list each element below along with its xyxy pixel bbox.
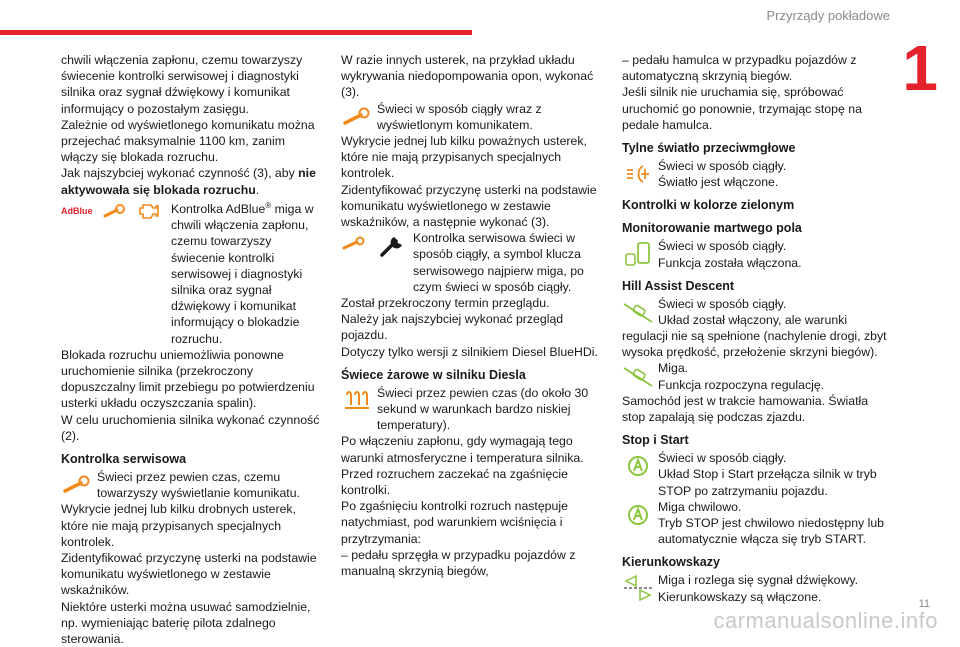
glow-plug-indicator-row: Świeci przez pewien czas (do około 30 sekund w warunkach bardzo niskiej temperatury). — [341, 385, 603, 434]
stop-start-icon — [622, 501, 654, 529]
service-key-indicator-row: Kontrolka serwisowa świeci w sposób ciągły, a symbol klucza serwisowego najpierw miga, po czym świeci w sposób ciągły. — [341, 230, 603, 295]
watermark: carmanualsonline.info — [713, 608, 938, 633]
page-number: 11 — [918, 598, 930, 610]
stop-start-icon — [622, 452, 654, 480]
hill-assist-flash-row: Miga. Funkcja rozpoczyna regulację. — [622, 360, 892, 392]
column-2: W razie innych usterek, na przykład układu wykrywania niedopompowania opon, wykonać (3). Świeci w sposób ciągły wraz z wyświetlonym komunikatem. Wykrycie jednej lub kilku poważnych usterek, które nie mają przypisanych specjalnych kontrolek. Zidentyfikować przyczynę usterki na podstawie komunikatu wyświetlonego w zestawie wskaźników, a następnie wykonać (3). Kontrolka serwisowa świeci w sposób ciągły, a symbol klucza serwisowego najpierw miga, po czym świeci w sposób ciągły. Został przekroczony termin przeglądu. Należy jak najszybciej wykonać przegląd pojazdu. Dotyczy tylko wersji z silnikiem Diesel BlueHDi. Świece żarowe w silniku Diesla Świeci przez pewien czas (do około 30 sekund w warunkach bardzo niskiej temperatury). Po włączeniu zapłonu, gdy wymagają tego warunki atmosferyczne i temperatura silnika. Przed rozruchem zaczekać na zgaśnięcie kontrolki. Po zgaśnięciu kontrolki rozruch następuje natychmiast, pod warunkiem wciśnięcia i przytrzymania: – pedału sprzęgła w przypadku pojazdów z manualną skrzynią biegów, — [341, 52, 603, 579]
chapter-number: 1 — [902, 32, 938, 104]
heading-rear-fog: Tylne światło przeciwmgłowe — [622, 141, 796, 156]
wrench-icon — [341, 103, 373, 131]
blind-spot-indicator-row: Świeci w sposób ciągły. Funkcja została włączona. — [622, 238, 892, 270]
service-key-icon — [379, 232, 407, 258]
rear-fog-indicator-row: Świeci w sposób ciągły. Światło jest włączone. — [622, 158, 892, 190]
turn-signal-arrows-icon — [622, 574, 654, 602]
hill-assist-lit-row: Świeci w sposób ciągły. — [622, 296, 892, 328]
column-1: chwili włączenia zapłonu, czemu towarzyszy świecenie kontrolki serwisowej i diagnostyki silnika oraz sygnał dźwiękowy i komunikat informujący o pozostałym zasięgu. Zależnie od wyświetlonego komunikatu można przejechać maksymalnie 1100 km, zanim włączy się blokada rozruchu. Jak najszybciej wykonać czynność (3), aby nie aktywowała się blokada rozruchu. AdBlue Kontrolka AdBlue® miga w chwili włączenia zapłonu, czemu towarzyszy świecenie kontrolki serwisowej i diagnostyki silnika oraz sygnał dźwiękowy i komunikat informujący o blokadzie rozruchu. Blokada rozruchu uniemożliwia ponowne uruchomienie silnika (przekroczony dopuszczalny limit przebiegu po potwierdzeniu usterki układu oczyszczania spalin). W celu uruchomienia silnika wykonać czynność (2). Kontrolka serwisowa Świeci przez pewien czas, czemu towarzyszy wyświetlanie komunikatu. Wykrycie jednej lub kilku drobnych usterek, które nie mają przypisanych specjalnych kontrolek. Zidentyfikować przyczynę usterki na podstawie komunikatu wyświetlonego w zestawie wskaźników. Niektóre usterki można usuwać samodzielnie, np. wymieniając baterię pilota zdalnego sterowania. — [61, 52, 323, 647]
service-wrench-icon — [103, 204, 127, 220]
heading-turn-signals: Kierunkowskazy — [622, 555, 720, 570]
header-accent-bar — [0, 30, 472, 35]
adblue-icon: AdBlue — [61, 205, 93, 216]
section-title: Przyrządy pokładowe — [766, 8, 890, 23]
heading-service: Kontrolka serwisowa — [61, 451, 187, 466]
hill-descent-icon — [622, 298, 654, 326]
hill-descent-icon — [622, 362, 654, 390]
rear-fog-light-icon — [622, 160, 654, 188]
wrench-small-icon — [341, 236, 369, 252]
engine-diagnostic-icon — [137, 200, 161, 222]
heading-hill-assist: Hill Assist Descent — [622, 278, 735, 293]
wrench-icon — [61, 471, 93, 499]
column-3: – pedału hamulca w przypadku pojazdów z automatyczną skrzynią biegów. Jeśli silnik nie uruchamia się, spróbować uruchomić go ponownie, trzymając stopę na pedale hamulca. Tylne światło przeciwmgłowe Świeci w sposób ciągły. Światło jest włączone. Kontrolki w kolorze zielonym Monitorowanie martwego pola Świeci w sposób ciągły. Funkcja została włączona. Hill Assist Descent Świeci w sposób ciągły. Układ został włączony, ale warunki regulacji nie są spełnione (nachylenie drogi, zbyt wysoka prędkość, przełożenie skrzyni biegów). Miga. Funkcja rozpoczyna regulację. Samochód jest w trakcie hamowania. Światła stop zapalają się podczas zjazdu. Stop i Start Świeci w sposób ciągły. Układ Stop i Start przełącza silnik w tryb STOP po zatrzymaniu pojazdu. Miga chwilowo. Tryb STOP jest chwilowo niedostępny lub automatycznie włącza się tryb START. Kierunkowskazy Miga i rozlega się sygnał dźwiękowy. Kierunkowskazy są włączone. — [622, 52, 892, 605]
heading-blind-spot: Monitorowanie martwego pola — [622, 221, 802, 236]
adblue-indicator-row: AdBlue Kontrolka AdBlue® miga w chwili włączenia zapłonu, czemu towarzyszy świecenie kontrolki serwisowej i diagnostyki silnika oraz sygnał dźwiękowy i komunikat informujący o blokadzie rozruchu. — [61, 200, 314, 346]
turn-signal-indicator-row: Miga i rozlega się sygnał dźwiękowy. Kierunkowskazy są włączone. — [622, 572, 892, 604]
heading-green-indicators: Kontrolki w kolorze zielonym — [622, 198, 795, 213]
blind-spot-icon — [622, 240, 654, 268]
service-major-indicator-row: Świeci w sposób ciągły wraz z wyświetlonym komunikatem. — [341, 101, 603, 133]
stop-start-lit-row: Świeci w sposób ciągły. Układ Stop i Start przełącza silnik w tryb STOP po zatrzymaniu pojazdu. — [622, 450, 892, 499]
heading-glow-plugs: Świece żarowe w silniku Diesla — [341, 367, 526, 382]
heading-stop-start: Stop i Start — [622, 433, 689, 448]
service-indicator-row: Świeci przez pewien czas, czemu towarzyszy wyświetlanie komunikatu. — [61, 469, 323, 501]
stop-start-flash-row: Miga chwilowo. Tryb STOP jest chwilowo niedostępny lub automatycznie włącza się tryb START. — [622, 499, 892, 548]
glow-plug-icon — [341, 387, 373, 415]
